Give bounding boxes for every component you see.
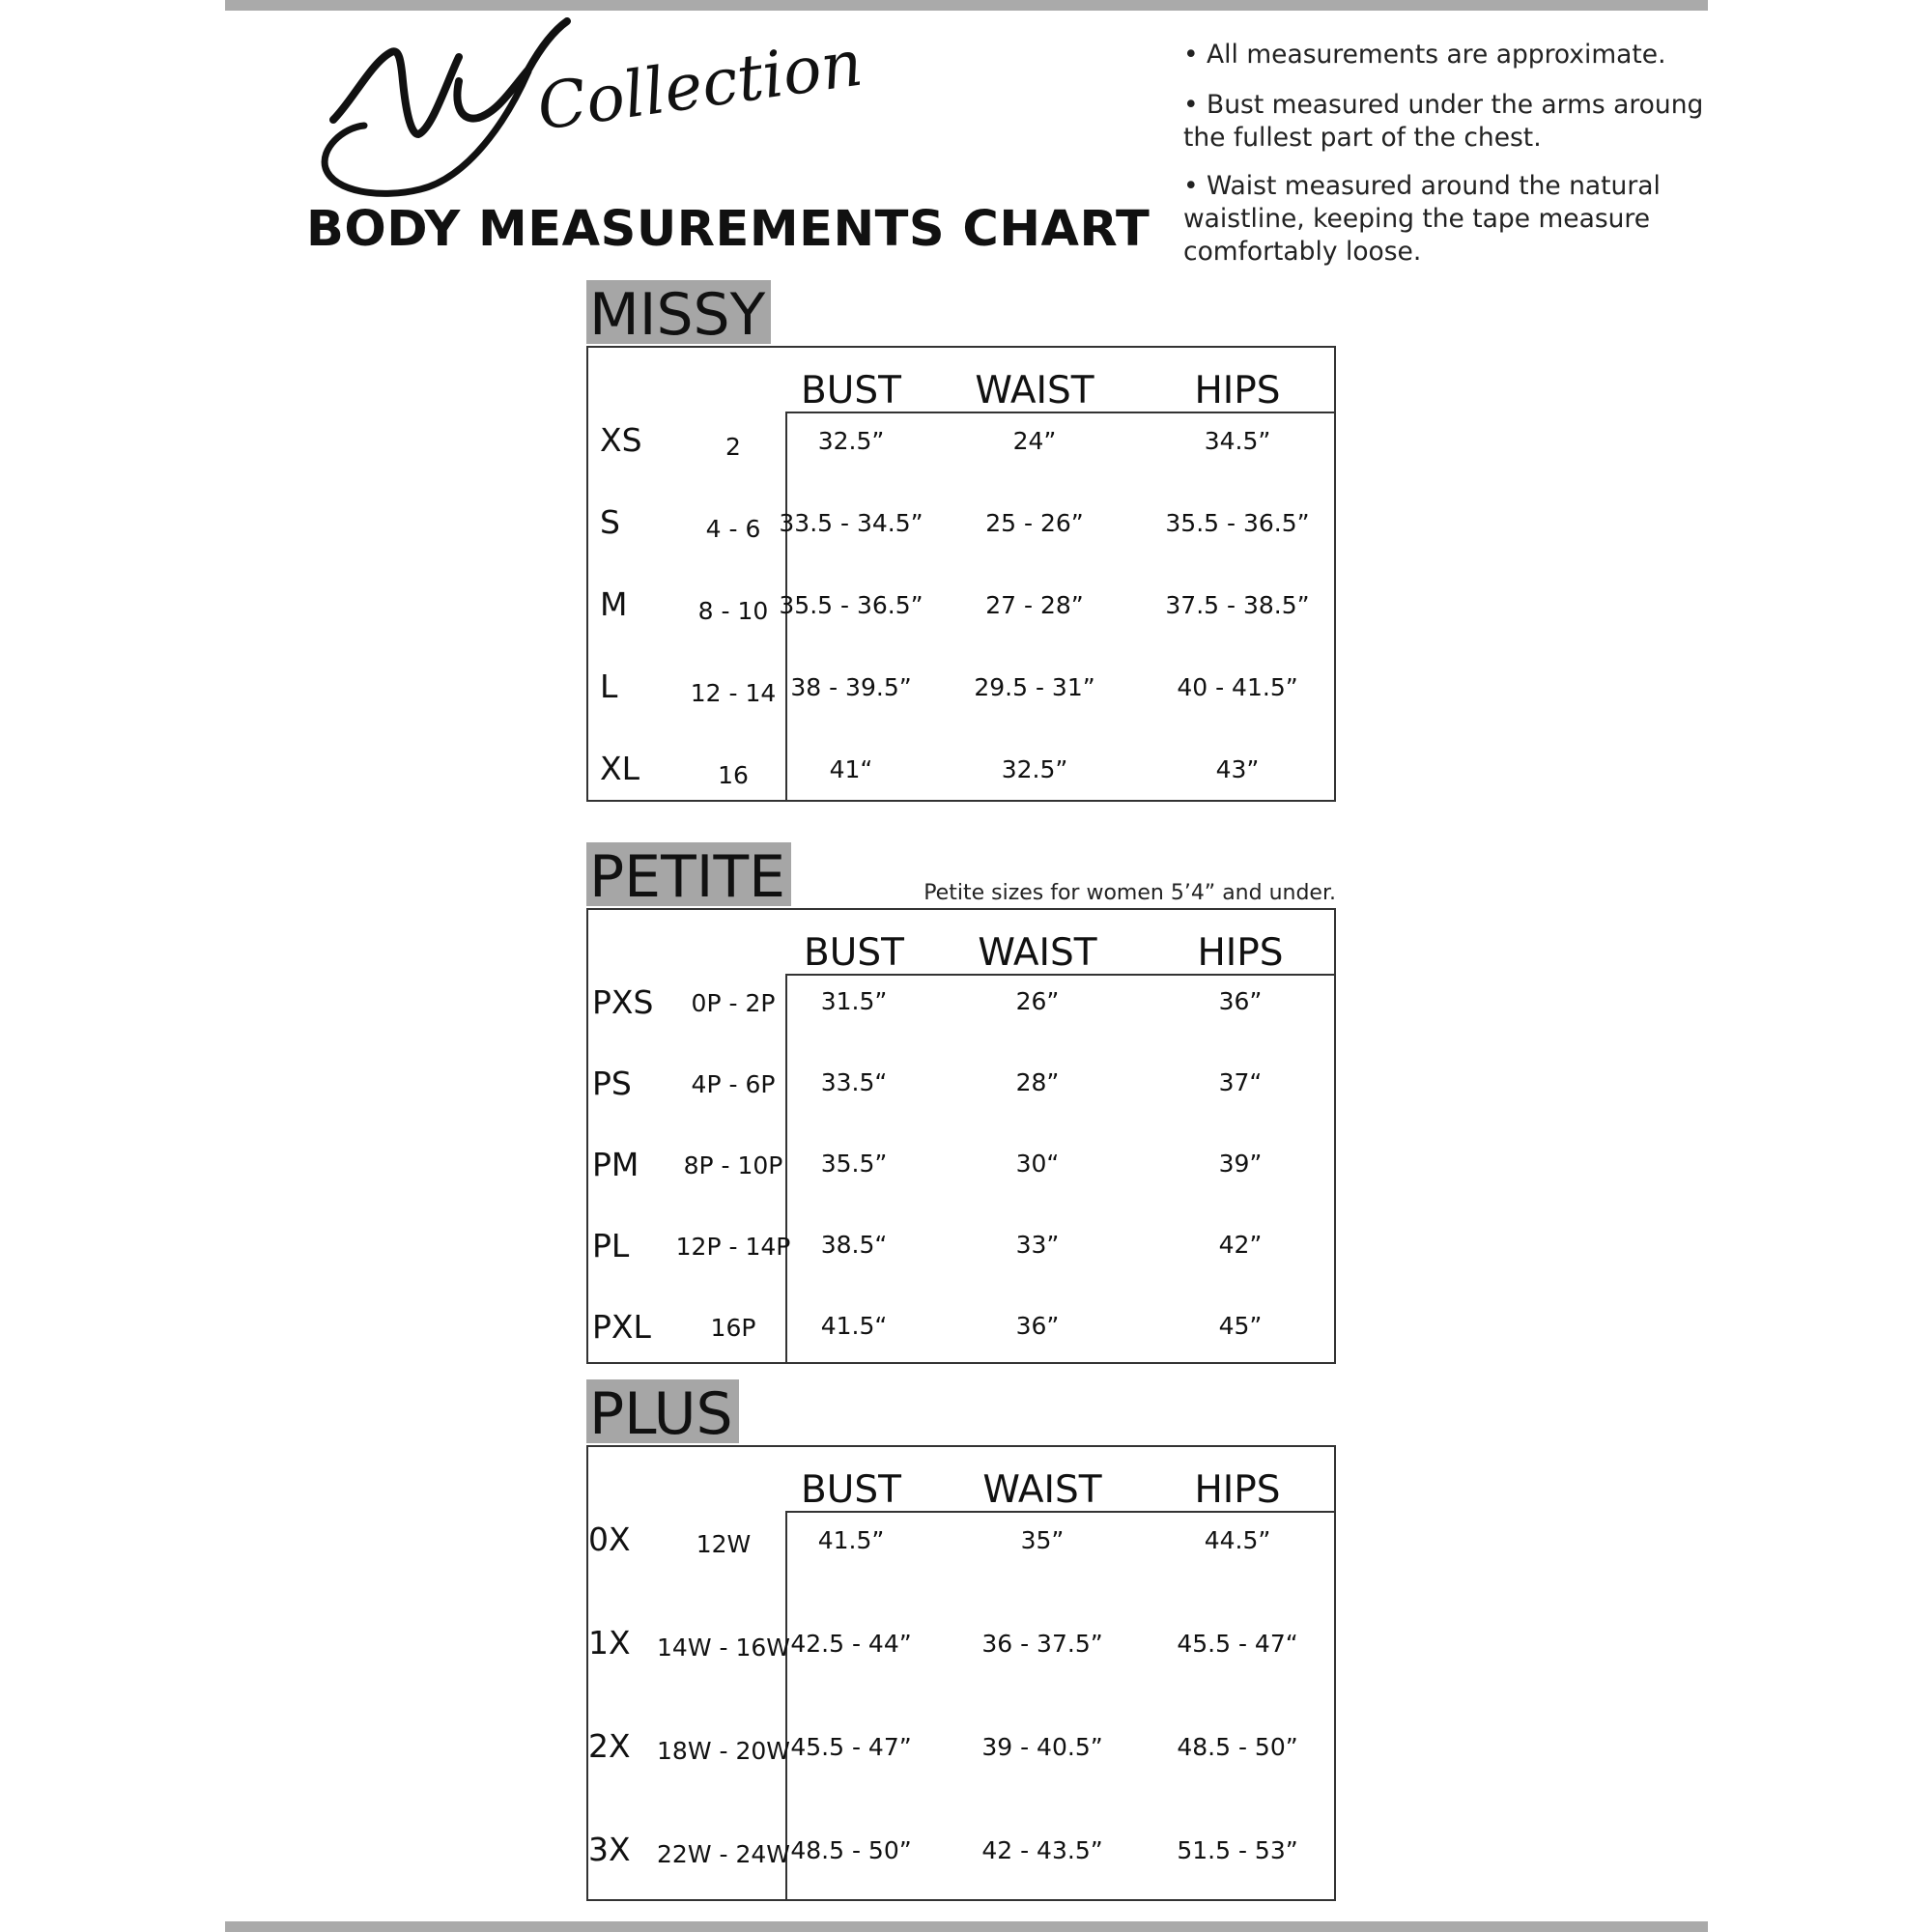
numeric-size: 0P - 2P [691,989,776,1017]
size-label: PS [592,1065,632,1102]
page-title: BODY MEASUREMENTS CHART [306,201,1151,258]
hips-value: 44.5” [1204,1526,1271,1554]
petite-size-note: Petite sizes for women 5’4” and under. [923,881,1336,905]
hips-value: 48.5 - 50” [1177,1733,1298,1761]
hips-value: 39” [1218,1150,1263,1178]
hips-value: 37.5 - 38.5” [1165,591,1310,619]
bust-value: 41.5“ [820,1312,888,1340]
hips-value: 34.5” [1204,427,1271,455]
numeric-size: 4 - 6 [705,515,761,543]
numeric-size: 16 [718,761,749,789]
bust-value: 32.5” [817,427,885,455]
svg-text:Collection: Collection [532,25,867,145]
waist-value: 39 - 40.5” [981,1733,1103,1761]
section-label-plus: PLUS [586,1379,739,1443]
bust-value: 38.5“ [820,1231,888,1259]
column-header-waist: WAIST [978,931,1097,975]
column-header-bust: BUST [801,369,901,412]
numeric-size: 4P - 6P [691,1070,776,1098]
section-label-petite: PETITE [586,842,791,906]
numeric-size: 18W - 20W [657,1737,790,1765]
size-label: 2X [588,1727,631,1765]
top-border-bar [225,0,1708,11]
hips-value: 37“ [1218,1068,1263,1096]
size-label: PM [592,1146,639,1183]
waist-value: 29.5 - 31” [974,673,1095,701]
waist-value: 26” [1015,987,1060,1015]
numeric-size: 12P - 14P [675,1233,791,1261]
numeric-size: 22W - 24W [657,1840,790,1868]
column-header-waist: WAIST [982,1468,1102,1512]
hips-value: 35.5 - 36.5” [1165,509,1310,537]
column-header-hips: HIPS [1197,931,1284,975]
column-header-waist: WAIST [975,369,1094,412]
section-label-missy: MISSY [586,280,771,344]
size-label: PXS [592,983,654,1021]
size-label: 1X [588,1624,631,1662]
note-approximate: • All measurements are approximate. [1183,40,1666,70]
numeric-size: 8P - 10P [683,1151,783,1179]
missy-table [586,346,1336,802]
bust-value: 33.5“ [820,1068,888,1096]
hips-value: 42” [1218,1231,1263,1259]
size-label: XL [600,750,639,787]
bust-value: 35.5 - 36.5” [779,591,923,619]
bottom-border-bar [225,1921,1708,1932]
waist-value: 36” [1015,1312,1060,1340]
bust-value: 41.5” [817,1526,885,1554]
size-label: S [600,503,620,541]
column-header-hips: HIPS [1194,1468,1281,1512]
size-label: XS [600,421,642,459]
hips-value: 51.5 - 53” [1177,1836,1298,1864]
hips-value: 45.5 - 47“ [1177,1630,1298,1658]
column-header-bust: BUST [804,931,904,975]
column-divider [785,974,787,1362]
column-header-hips: HIPS [1194,369,1281,412]
column-header-bust: BUST [801,1468,901,1512]
waist-value: 28” [1015,1068,1060,1096]
size-label: PXL [592,1308,651,1346]
size-label: 3X [588,1831,631,1868]
size-label: L [600,668,618,705]
hips-value: 45” [1218,1312,1263,1340]
bust-value: 45.5 - 47” [790,1733,912,1761]
petite-table [586,908,1336,1364]
bust-value: 33.5 - 34.5” [779,509,923,537]
numeric-size: 12 - 14 [690,679,777,707]
plus-table [586,1445,1336,1901]
measurement-notes [1183,39,1715,286]
hips-value: 43” [1215,755,1260,783]
size-label: PL [592,1227,630,1264]
bust-value: 42.5 - 44” [790,1630,912,1658]
waist-value: 32.5” [1001,755,1068,783]
size-label: 0X [588,1520,631,1558]
waist-value: 33” [1015,1231,1060,1259]
note-waist: • Waist measured around the natural waistline, keeping the tape measure comfortably loose. [1183,171,1661,267]
numeric-size: 2 [725,433,741,461]
waist-value: 35” [1020,1526,1065,1554]
size-label: M [600,585,628,623]
bust-value: 35.5” [820,1150,888,1178]
waist-value: 24” [1012,427,1057,455]
bust-value: 31.5” [820,987,888,1015]
numeric-size: 16P [710,1314,756,1342]
waist-value: 30“ [1015,1150,1060,1178]
waist-value: 36 - 37.5” [981,1630,1103,1658]
waist-value: 27 - 28” [985,591,1084,619]
hips-value: 36” [1218,987,1263,1015]
numeric-size: 14W - 16W [657,1634,790,1662]
numeric-size: 8 - 10 [697,597,769,625]
hips-value: 40 - 41.5” [1177,673,1298,701]
numeric-size: 12W [696,1530,752,1558]
note-bust: • Bust measured under the arms aroung the fullest part of the chest. [1183,90,1704,153]
waist-value: 25 - 26” [985,509,1084,537]
ny-collection-logo [314,14,913,207]
bust-value: 38 - 39.5” [790,673,912,701]
bust-value: 48.5 - 50” [790,1836,912,1864]
bust-value: 41“ [829,755,873,783]
waist-value: 42 - 43.5” [981,1836,1103,1864]
